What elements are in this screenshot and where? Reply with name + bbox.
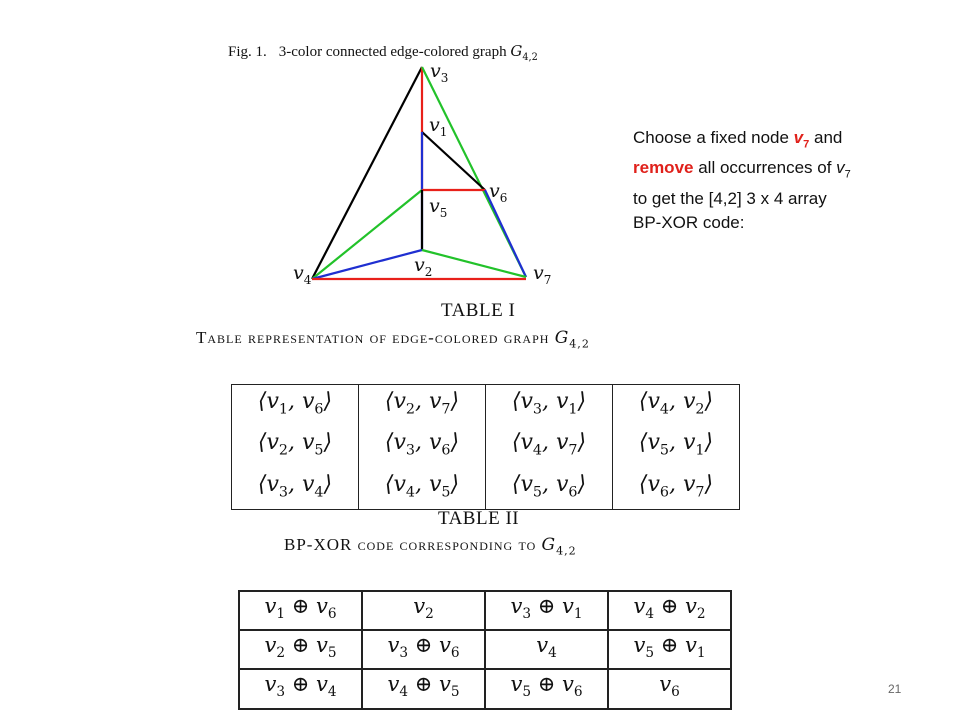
instruction-note <box>633 126 933 235</box>
edge-v5-v4 <box>312 190 422 279</box>
table-row <box>232 385 740 427</box>
node-label-v2: $v_2$ <box>414 254 433 279</box>
node-label-v4: $v_4$ <box>293 262 312 287</box>
table1-cell: $⟨v_2$, $v_7⟩$ <box>359 385 486 427</box>
table1-cell: $⟨v_4$, $v_5⟩$ <box>359 468 486 510</box>
table2-cell: $v_3$ ⊕ $v_4$ <box>239 669 362 708</box>
edge-v2-v7 <box>422 250 526 277</box>
note-line-4: BP-XOR code: <box>633 212 745 232</box>
table1-cell: $⟨v_4$, $v_2⟩$ <box>613 385 740 427</box>
node-label-v5: $v_5$ <box>429 195 448 220</box>
table1-cell: $⟨v_3$, $v_4⟩$ <box>232 468 359 510</box>
node-label-v6: $v_6$ <box>489 180 508 205</box>
table1-cell: $⟨v_1$, $v_6⟩$ <box>232 385 359 427</box>
page-number: 21 <box>888 682 902 696</box>
table-row <box>239 630 731 669</box>
table2-cell: $v_1$ ⊕ $v_6$ <box>239 591 362 630</box>
node-label-v7: $v_7$ <box>533 262 552 287</box>
table2-cell: $v_4$ <box>485 630 608 669</box>
edge-v3-v4 <box>312 67 422 279</box>
table1-cell: $⟨v_6$, $v_7⟩$ <box>613 468 740 510</box>
figure-caption-prefix: Fig. 1. <box>228 44 267 60</box>
table2-title: TABLE II <box>438 508 520 529</box>
edge-colored-graph <box>290 55 550 295</box>
table2-caption: BP-XOR code corresponding to $G_{4,2}$ <box>284 535 577 558</box>
table2-cell: $v_3$ ⊕ $v_1$ <box>485 591 608 630</box>
table-row <box>232 426 740 467</box>
table-row <box>239 591 731 630</box>
table2-cell: $v_4$ ⊕ $v_2$ <box>608 591 731 630</box>
table1-cell: $⟨v_5$, $v_1⟩$ <box>613 426 740 467</box>
table1-title: TABLE I <box>441 300 516 321</box>
table1-cell: $⟨v_2$, $v_5⟩$ <box>232 426 359 467</box>
node-label-v1: $v_1$ <box>429 114 448 139</box>
table1-cell: $⟨v_5$, $v_6⟩$ <box>486 468 613 510</box>
table2-bpxor-code <box>238 590 732 710</box>
table2-cell: $v_2$ <box>362 591 485 630</box>
table1-cell: $⟨v_3$, $v_1⟩$ <box>486 385 613 427</box>
figure-caption-text: 3-color connected edge-colored graph <box>278 44 507 60</box>
table2-cell: $v_2$ ⊕ $v_5$ <box>239 630 362 669</box>
figure-caption-symbol: $G_{4,2}$ <box>510 42 538 63</box>
node-label-v3: $v_3$ <box>430 60 449 85</box>
table-row <box>232 468 740 510</box>
table2-cell: $v_3$ ⊕ $v_6$ <box>362 630 485 669</box>
table2-cell: $v_6$ <box>608 669 731 708</box>
table1-cell: $⟨v_4$, $v_7⟩$ <box>486 426 613 467</box>
table1-graph-representation <box>231 384 740 510</box>
table1-cell: $⟨v_3$, $v_6⟩$ <box>359 426 486 467</box>
table2-cell: $v_4$ ⊕ $v_5$ <box>362 669 485 708</box>
edge-v1-v6 <box>422 132 485 190</box>
table-row <box>239 669 731 708</box>
note-line-3: to get the [4,2] 3 x 4 array <box>633 188 827 208</box>
note-line-2: remove all occurrences of $v_7$ <box>633 158 851 181</box>
note-line-1: Choose a fixed node $v_7$ and <box>633 128 843 151</box>
table1-caption: Table representation of edge-colored graph $G_{4,2}$ <box>196 328 590 351</box>
table2-cell: $v_5$ ⊕ $v_6$ <box>485 669 608 708</box>
table2-cell: $v_5$ ⊕ $v_1$ <box>608 630 731 669</box>
